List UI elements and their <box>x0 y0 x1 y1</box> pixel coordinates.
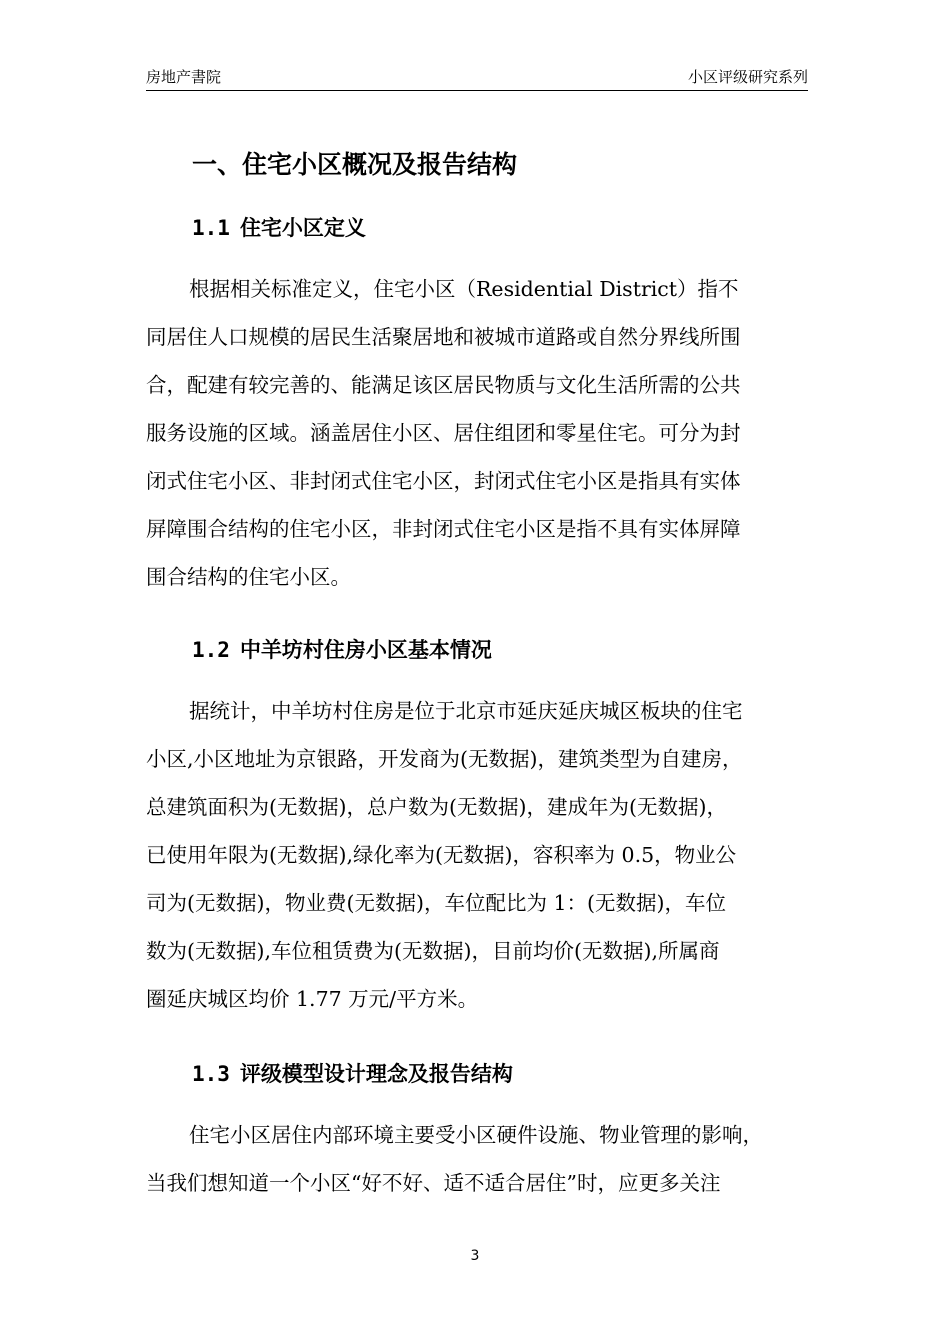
paragraph-line: 住宅小区居住内部环境主要受小区硬件设施、物业管理的影响， <box>189 1123 763 1147</box>
paragraph-line: 据统计，中羊坊村住房是位于北京市延庆延庆城区板块的住宅 <box>189 699 743 723</box>
section-1-2-paragraph <box>146 687 810 1023</box>
paragraph-line: 屏障围合结构的住宅小区，非封闭式住宅小区是指不具有实体屏障 <box>146 517 741 541</box>
paragraph-line: 小区,小区地址为京银路，开发商为(无数据)，建筑类型为自建房， <box>146 747 743 771</box>
section-title: 中羊坊村住房小区基本情况 <box>239 638 492 662</box>
section-heading-1-2 <box>192 634 492 664</box>
section-number: 1.3 <box>192 1062 230 1086</box>
paragraph-line: 同居住人口规模的居民生活聚居地和被城市道路或自然分界线所围 <box>146 325 741 349</box>
paragraph-line: 数为(无数据),车位租赁费为(无数据)，目前均价(无数据),所属商 <box>146 939 720 963</box>
paragraph-line: 围合结构的住宅小区。 <box>146 565 351 589</box>
paragraph-line: 合，配建有较完善的、能满足该区居民物质与文化生活所需的公共 <box>146 373 741 397</box>
section-1-3-paragraph <box>146 1111 810 1207</box>
paragraph-line: 圈延庆城区均价 1.77 万元/平方米。 <box>146 987 479 1011</box>
paragraph-line: 闭式住宅小区、非封闭式住宅小区，封闭式住宅小区是指具有实体 <box>146 469 741 493</box>
paragraph-line: 服务设施的区域。涵盖居住小区、居住组团和零星住宅。可分为封 <box>146 421 741 445</box>
chapter-title: 一、住宅小区概况及报告结构 <box>192 150 518 179</box>
header-series-title: 小区评级研究系列 <box>687 68 808 86</box>
section-heading-1-3 <box>192 1058 513 1088</box>
section-heading-1-1 <box>192 212 366 242</box>
paragraph-line: 根据相关标准定义，住宅小区（Residential District）指不 <box>189 277 739 301</box>
paragraph-line: 当我们想知道一个小区“好不好、适不适合居住”时，应更多关注 <box>146 1171 721 1195</box>
page-number: 3 <box>470 1248 480 1264</box>
page-header <box>146 66 808 91</box>
paragraph-line: 司为(无数据)，物业费(无数据)，车位配比为 1：(无数据)，车位 <box>146 891 727 915</box>
paragraph-line: 总建筑面积为(无数据)，总户数为(无数据)，建成年为(无数据)， <box>146 795 727 819</box>
section-number: 1.2 <box>192 638 230 662</box>
section-number: 1.1 <box>192 216 230 240</box>
paragraph-line: 已使用年限为(无数据),绿化率为(无数据)，容积率为 0.5，物业公 <box>146 843 737 867</box>
section-1-1-paragraph <box>146 265 810 601</box>
section-title: 评级模型设计理念及报告结构 <box>239 1062 513 1086</box>
section-title: 住宅小区定义 <box>239 216 366 240</box>
header-publisher: 房地产書院 <box>146 68 222 86</box>
